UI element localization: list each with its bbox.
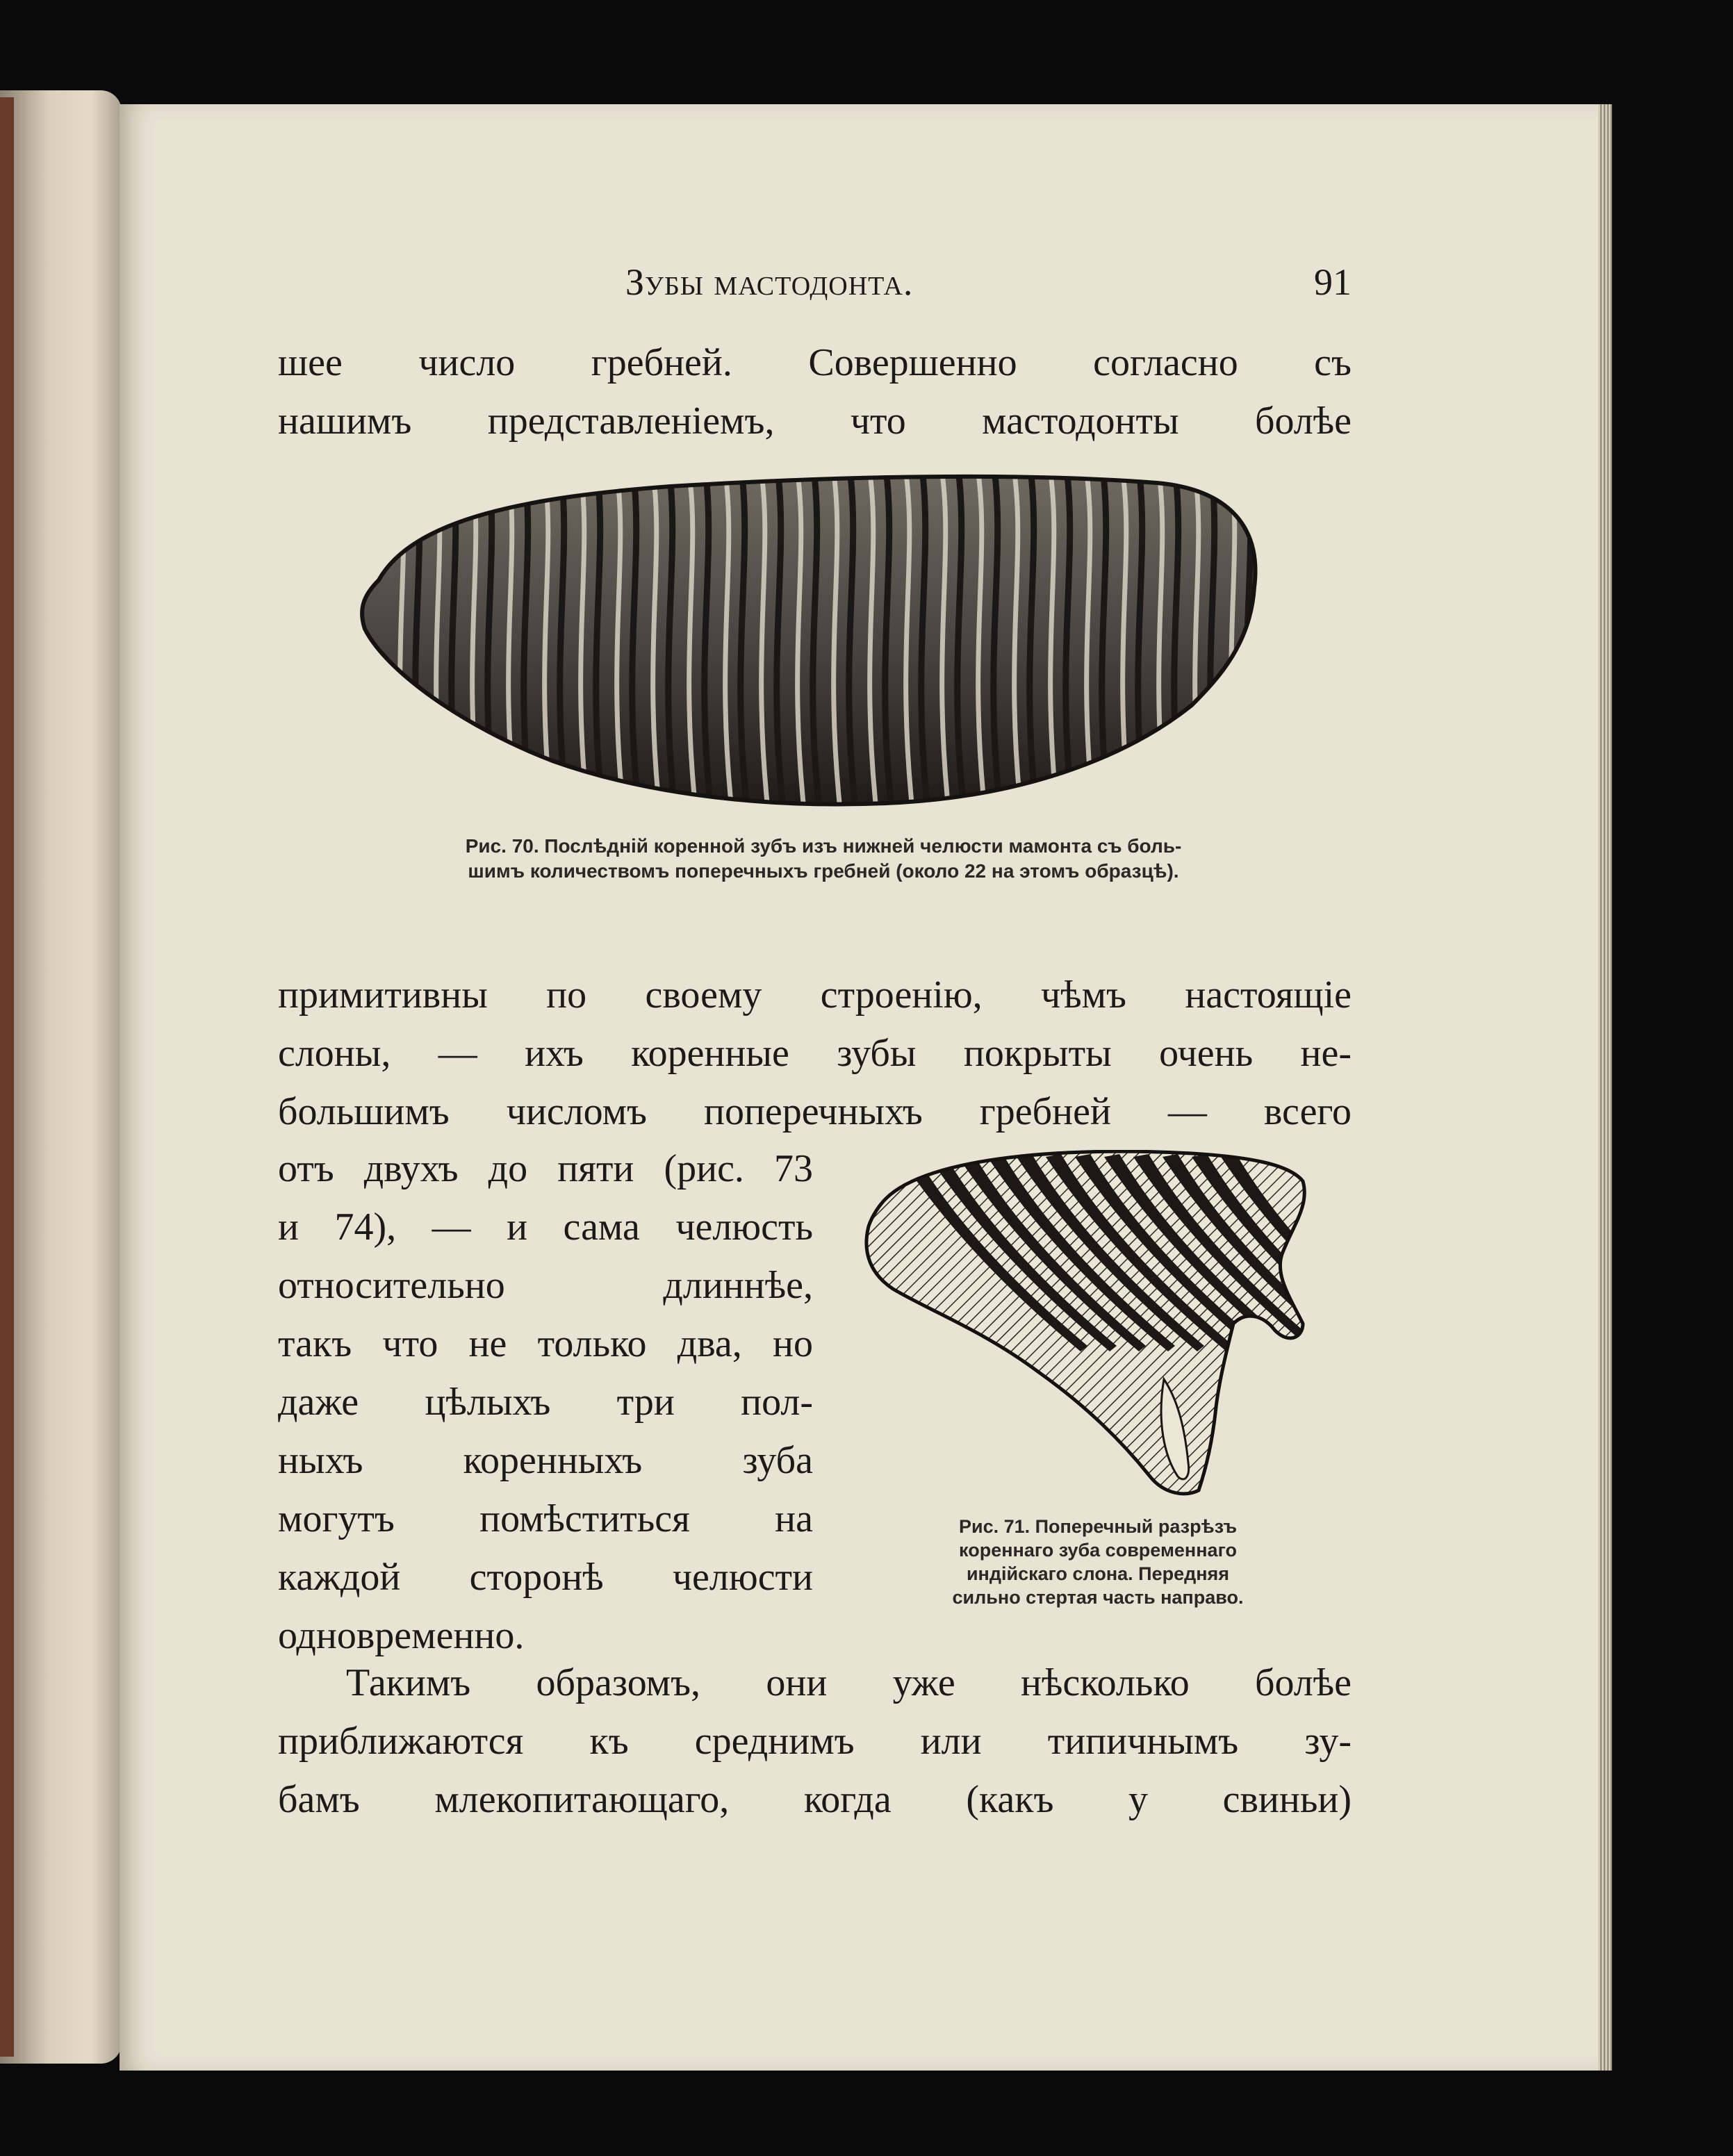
left-page	[0, 90, 122, 2064]
caption-line: сильно стертая часть направо.	[952, 1587, 1244, 1608]
caption-line: Рис. 71. Поперечный разрѣзъ	[958, 1516, 1238, 1537]
text-line: такъ что не только два, но	[278, 1322, 813, 1365]
tooth-groove-stroke	[1247, 469, 1253, 809]
caption-line: шимъ количествомъ поперечныхъ гребней (около 22 на этомъ образцѣ).	[468, 860, 1179, 882]
text-line: примитивны по своему строенію, чѣмъ настоящіе	[278, 973, 1352, 1017]
text-line: относительно длиннѣе,	[278, 1264, 813, 1307]
text-line: одновременно.	[278, 1614, 525, 1657]
text-line: ныхъ коренныхъ зуба	[278, 1439, 813, 1482]
text-line: каждой сторонѣ челюсти	[278, 1556, 813, 1599]
paragraph-middle	[278, 966, 1352, 1141]
text-line: шее число гребней. Совершенно согласно съ	[278, 341, 1352, 384]
text-line: и 74), — и сама челюсть	[278, 1205, 813, 1249]
header-title: Зубы мастодонта.	[625, 261, 914, 303]
mammoth-molar-illustration	[358, 469, 1261, 809]
page-edges	[1598, 104, 1612, 2071]
left-page-cover-edge	[0, 97, 14, 2057]
figure-70-caption	[320, 834, 1327, 884]
narrow-column-text	[278, 1139, 813, 1665]
text-line: приближаются къ среднимъ или типичнымъ зу-	[278, 1720, 1352, 1763]
page-number: 91	[1314, 261, 1352, 303]
text-line: даже цѣлыхъ три пол-	[278, 1381, 813, 1424]
caption-line: кореннаго зуба современнаго	[959, 1540, 1237, 1561]
caption-line: Рис. 70. Послѣдній коренной зубъ изъ нижней челюсти мамонта съ боль-	[465, 835, 1182, 857]
caption-line: индійскаго слона. Передняя	[966, 1563, 1230, 1584]
text-line: могутъ помѣститься на	[278, 1497, 813, 1540]
running-header	[278, 261, 1352, 313]
text-line: слоны, — ихъ коренные зубы покрыты очень не-	[278, 1032, 1352, 1075]
elephant-molar-section-illustration	[858, 1150, 1317, 1511]
text-line: нашимъ представленіемъ, что мастодонты болѣе	[278, 400, 1352, 443]
paragraph-top	[278, 334, 1352, 450]
paragraph-bottom	[278, 1654, 1352, 1829]
text-line: большимъ числомъ поперечныхъ гребней — всего	[278, 1090, 1352, 1133]
text-line: бамъ млекопитающаго, когда (какъ у свиньи)	[278, 1778, 1352, 1821]
figure-71-caption	[876, 1515, 1320, 1609]
text-line: Такимъ образомъ, они уже нѣсколько болѣе	[346, 1661, 1352, 1704]
text-line: отъ двухъ до пяти (рис. 73	[278, 1147, 813, 1190]
